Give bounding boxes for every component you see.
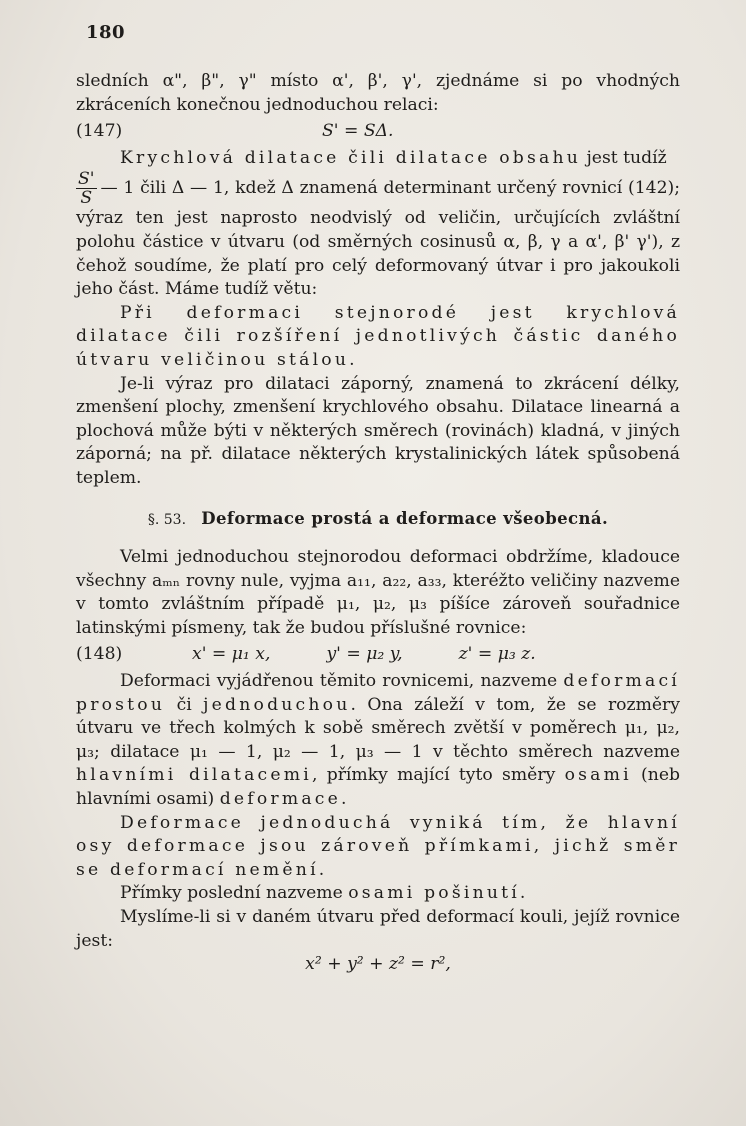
page-number: 180 bbox=[86, 22, 126, 43]
fraction-numerator: S' bbox=[78, 169, 95, 190]
text-run: . bbox=[340, 789, 347, 810]
section-number: §. 53. bbox=[147, 511, 187, 528]
equation-body bbox=[162, 643, 680, 667]
text-run: . Ona záleží v tom, že se rozměry útvaru ve třech kolmých k sobě směrech zvětší v poměrech μ₁, μ₂, μ₃; dilatace μ₁ — 1, μ₂ — 1, μ₃ — 1 v těchto směrech nazveme bbox=[76, 694, 680, 762]
paragraph-axes-theorem: Deformace jednoduchá vyniká tím, že hlavní osy deformace jsou zároveň přímkami, jichž směr se deformací nemění. bbox=[76, 812, 680, 880]
text-run: Deformaci vyjádřenou těmito rovnicemi, nazveme bbox=[120, 671, 564, 692]
text-run: . bbox=[519, 883, 526, 904]
paragraph-simple-deformation: Velmi jednoduchou stejnorodou deformaci obdržíme, kladouce všechny aₘₙ rovny nule, vyjma a₁₁, a₂₂, a₃₃, kteréžto veličiny nazveme v tomto zvláštním případě μ₁, μ₂, μ₃ píšíce zároveň souřadnice latinskými písmeny, tak že budou příslušné rovnice: bbox=[76, 547, 680, 638]
spaced-term: osami bbox=[564, 765, 632, 786]
paragraph-dilatation-cont bbox=[76, 170, 680, 301]
paragraph-sphere: Myslíme-li si v daném útvaru před deformací kouli, jejíž rovnice jest: bbox=[76, 907, 680, 951]
equation-147 bbox=[76, 120, 680, 144]
equation-x: x' = μ₁ x, bbox=[192, 644, 271, 665]
equation-z: z' = μ₃ z. bbox=[458, 644, 536, 665]
equation-number: (148) bbox=[76, 644, 123, 665]
equation-body: S' = SΔ. bbox=[322, 121, 394, 142]
paragraph-principal-dilatations bbox=[76, 670, 680, 812]
paragraph-shear-axes bbox=[76, 882, 680, 906]
text-run: (neb hlavními osami) bbox=[76, 765, 681, 810]
spaced-term: osami pošinutí bbox=[348, 883, 520, 904]
spaced-term: jednoduchou bbox=[203, 694, 351, 715]
paragraph-negative-dilatation: Je-li výraz pro dilataci záporný, znamená to zkrácení délky, zmenšení plochy, zmenšení krychlového obsahu. Dilatace linearná a plochová může býti v některých směrech (rovinách) kladná, v jiných záporná; na př. dilatace některých krystalinických látek spůsobená teplem. bbox=[76, 373, 680, 488]
text-run: — 1 čili Δ — 1, kdež Δ znamená determinant určený rovnicí (142); výraz ten jest naprosto neodvislý od veličin, určujících zvláštní polohu částice v útvaru (od směrných cosinusů α, β, γ a α', β' γ'), z čehož soudíme, že platí pro celý deformovaný útvar i pro jakoukoli jeho část. Máme tudíž větu: bbox=[76, 178, 680, 300]
equation-number: (147) bbox=[76, 121, 123, 142]
paragraph-dilatation bbox=[76, 147, 680, 171]
paragraph-intro: sledních α", β", γ" místo α', β', γ', zjednáme si po vhodných zkráceních konečnou jednoduchou relaci: bbox=[76, 71, 680, 115]
equation-148 bbox=[76, 643, 680, 667]
spaced-term: deformace bbox=[219, 789, 341, 810]
text-run: Přímky poslední nazveme bbox=[120, 883, 349, 904]
sphere-equation: x² + y² + z² = r², bbox=[305, 954, 451, 975]
text-run: , přímky mající tyto směry bbox=[311, 765, 565, 786]
spaced-term: deformací prostou bbox=[76, 671, 680, 715]
section-title: Deformace prostá a deformace všeobecná. bbox=[201, 508, 609, 528]
spaced-term: Krychlová dilatace čili dilatace obsahu bbox=[120, 147, 581, 168]
section-heading bbox=[76, 507, 680, 533]
fraction-denominator: S bbox=[80, 188, 93, 209]
equation-y: y' = μ₂ y, bbox=[326, 644, 403, 665]
theorem: Při deformaci stejnorodé jest krychlová dilatace čili rozšíření jednotlivých částic daného útvaru veličinou stálou. bbox=[76, 302, 680, 370]
fraction bbox=[76, 170, 97, 207]
spaced-term: hlavními dilatacemi bbox=[76, 765, 312, 786]
page-content bbox=[76, 70, 680, 977]
text-run: či bbox=[165, 694, 204, 715]
text-run: jest tudíž bbox=[580, 147, 667, 168]
